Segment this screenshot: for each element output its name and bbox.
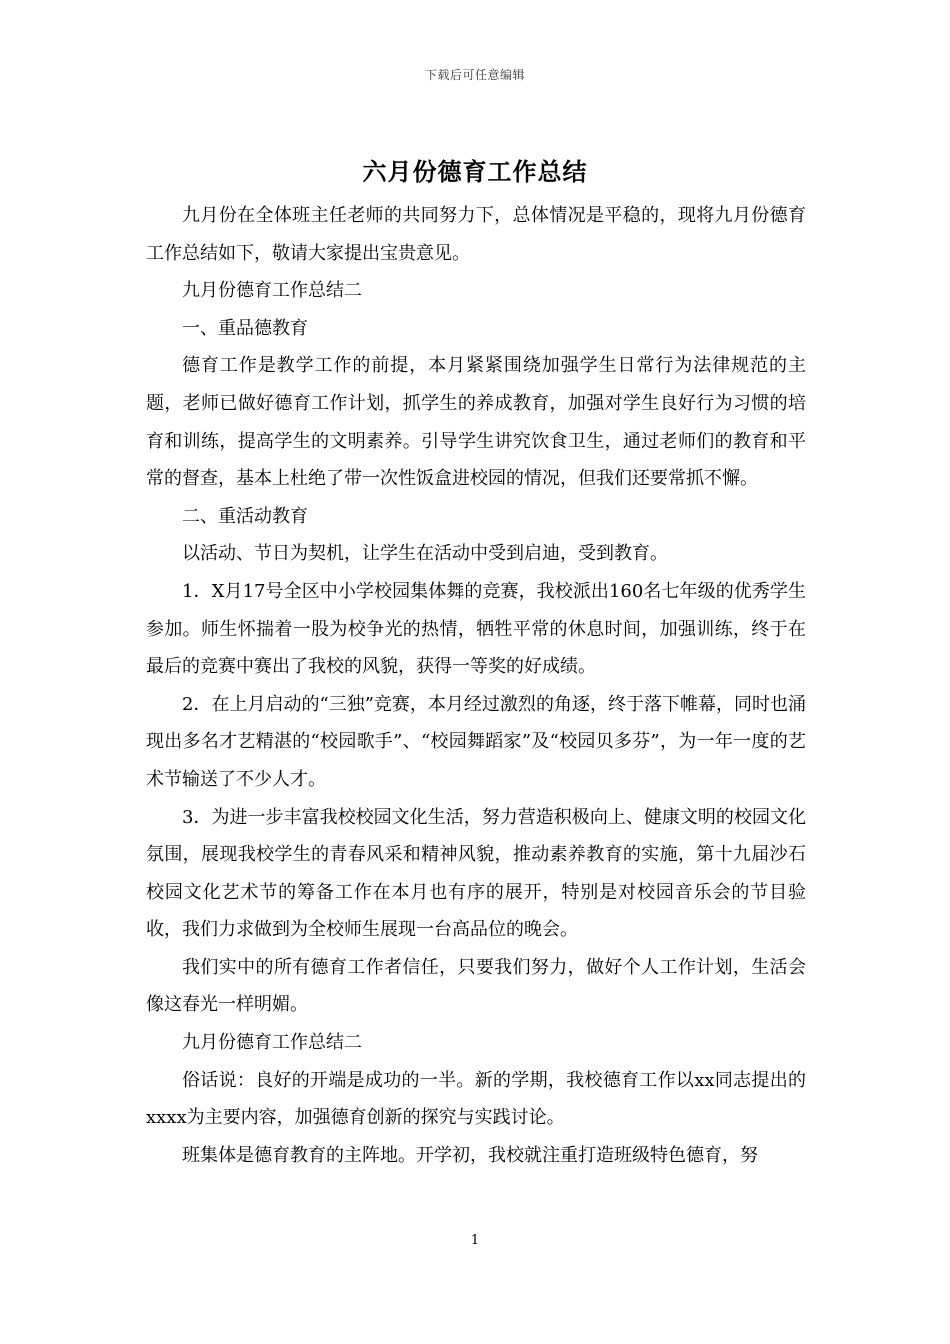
section-heading: 一、重品德教育 xyxy=(182,317,308,339)
paragraph: 九月份在全体班主任老师的共同努力下，总体情况是平稳的，现将九月份德育工作总结如下，敬请大家提出宝贵意见。 xyxy=(146,205,806,264)
paragraph: 德育工作是教学工作的前提，本月紧紧围绕加强学生日常行为法律规范的主题，老师已做好德育工作计划，抓学生的养成教育，加强对学生良好行为习惯的培育和训练，提高学生的文明素养。引导学生讲究饮食卫生，通过老师们的教育和平常的督查，基本上杜绝了带一次性饭盒进校园的情况，但我们还要常抓不懈。 xyxy=(146,355,806,490)
paragraph: 九月份德育工作总结二 xyxy=(182,1032,362,1054)
section-heading: 二、重活动教育 xyxy=(182,505,308,527)
page-title: 六月份德育工作总结 xyxy=(362,157,588,186)
paragraph: 俗话说：良好的开端是成功的一半。新的学期，我校德育工作以xx同志提出的xxxx为主要内容，加强德育创新的探究与实践讨论。 xyxy=(146,1069,806,1129)
paragraph: 班集体是德育教育的主阵地。开学初，我校就注重打造班级特色德育，努 xyxy=(182,1144,758,1166)
paragraph: 1．X月17号全区中小学校园集体舞的竞赛，我校派出160名七年级的优秀学生参加。师生怀揣着一股为校争光的热情，牺牲平常的休息时间，加强训练，终于在最后的竞赛中赛出了我校的风貌，获得一等奖的好成绩。 xyxy=(146,580,806,678)
paragraph: 2．在上月启动的“三独”竞赛，本月经过激烈的角逐，终于落下帷幕，同时也涌现出多名才艺精湛的“校园歌手”、“校园舞蹈家”及“校园贝多芬”，为一年一度的艺术节输送了不少人才。 xyxy=(146,693,806,790)
paragraph: 九月份德育工作总结二 xyxy=(182,280,362,302)
paragraph: 3．为进一步丰富我校校园文化生活，努力营造积极向上、健康文明的校园文化氛围，展现我校学生的青春风采和精神风貌，推动素养教育的实施，第十九届沙石校园文化艺术节的筹备工作在本月也有序的展开，特别是对校园音乐会的节目验收，我们力求做到为全校师生展现一台高品位的晚会。 xyxy=(146,806,806,941)
paragraph: 我们实中的所有德育工作者信任，只要我们努力，做好个人工作计划，生活会像这春光一样明媚。 xyxy=(146,956,806,1016)
header-note: 下载后可任意编辑 xyxy=(424,68,525,82)
document-body xyxy=(146,197,806,1174)
page-number: 1 xyxy=(470,1233,480,1248)
paragraph: 以活动、节日为契机，让学生在活动中受到启迪，受到教育。 xyxy=(182,543,668,565)
